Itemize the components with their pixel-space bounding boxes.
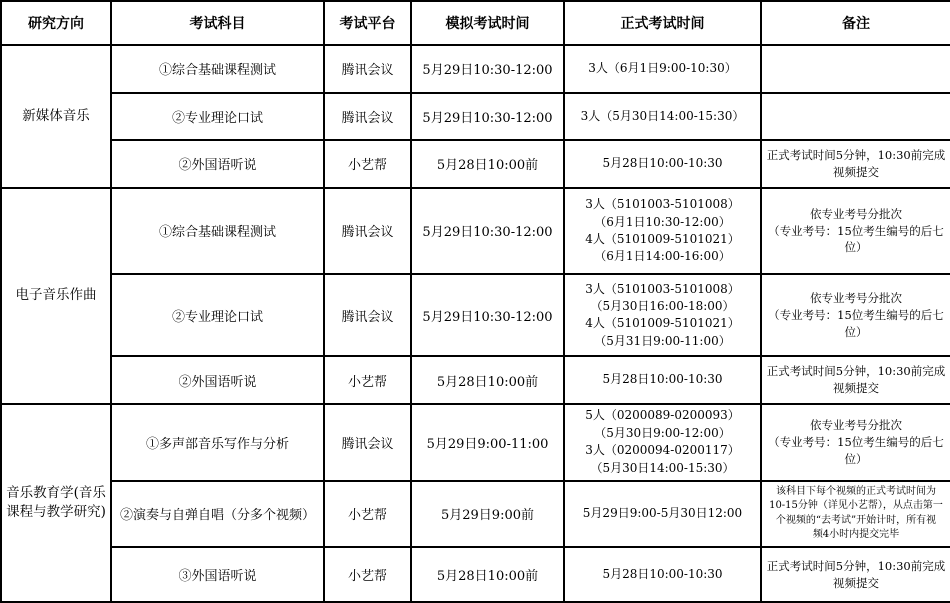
table-row: [1, 481, 950, 548]
platform-cell: 腾讯会议: [324, 93, 411, 141]
header-mock-time: 模拟考试时间: [411, 1, 564, 45]
platform-cell: 小艺帮: [324, 356, 411, 404]
note-cell: 正式考试时间5分钟，10:30前完成 视频提交: [761, 356, 950, 404]
subject-cell: ②专业理论口试: [111, 274, 324, 356]
research-direction-cell: 电子音乐作曲: [1, 188, 111, 404]
note-cell: 该科目下每个视频的正式考试时间为 10-15分钟（详见小艺帮），从点击第一 个视频的“去考试”开始计时，所有视 频4小时内提交完毕: [761, 481, 950, 548]
formal-time-cell: 5人（0200089-0200093） （5月30日9:00-12:00） 3人（0200094-0200117） （5月30日14:00-15:30）: [564, 404, 761, 481]
mock-time-cell: 5月28日10:00前: [411, 140, 564, 188]
note-cell: 正式考试时间5分钟，10:30前完成 视频提交: [761, 140, 950, 188]
note-cell: 依专业考号分批次 （专业考号：15位考生编号的后七 位）: [761, 274, 950, 356]
formal-time-cell: 5月28日10:00-10:30: [564, 356, 761, 404]
subject-cell: ①综合基础课程测试: [111, 188, 324, 275]
subject-cell: ③外国语听说: [111, 547, 324, 602]
table-row: [1, 140, 950, 188]
formal-time-cell: 5月29日9:00-5月30日12:00: [564, 481, 761, 548]
header-formal-time: 正式考试时间: [564, 1, 761, 45]
mock-time-cell: 5月29日9:00-11:00: [411, 404, 564, 481]
formal-time-cell: 3人（5101003-5101008） （6月1日10:30-12:00） 4人（5101009-5101021） （6月1日14:00-16:00）: [564, 188, 761, 275]
formal-time-cell: 3人（6月1日9:00-10:30）: [564, 45, 761, 93]
mock-time-cell: 5月28日10:00前: [411, 547, 564, 602]
subject-cell: ①综合基础课程测试: [111, 45, 324, 93]
table-row: [1, 93, 950, 141]
mock-time-cell: 5月28日10:00前: [411, 356, 564, 404]
formal-time-cell: 5月28日10:00-10:30: [564, 140, 761, 188]
platform-cell: 小艺帮: [324, 547, 411, 602]
platform-cell: 腾讯会议: [324, 404, 411, 481]
header-subject: 考试科目: [111, 1, 324, 45]
formal-time-cell: 3人（5月30日14:00-15:30）: [564, 93, 761, 141]
subject-cell: ②演奏与自弹自唱（分多个视频）: [111, 481, 324, 548]
subject-cell: ②专业理论口试: [111, 93, 324, 141]
table-row: [1, 404, 950, 481]
mock-time-cell: 5月29日10:30-12:00: [411, 188, 564, 275]
platform-cell: 腾讯会议: [324, 45, 411, 93]
formal-time-cell: 3人（5101003-5101008） （5月30日16:00-18:00） 4人（5101009-5101021） （5月31日9:00-11:00）: [564, 274, 761, 356]
research-direction-cell: 音乐教育学(音乐 课程与教学研究): [1, 404, 111, 602]
platform-cell: 腾讯会议: [324, 188, 411, 275]
mock-time-cell: 5月29日10:30-12:00: [411, 45, 564, 93]
mock-time-cell: 5月29日10:30-12:00: [411, 93, 564, 141]
subject-cell: ②外国语听说: [111, 356, 324, 404]
mock-time-cell: 5月29日10:30-12:00: [411, 274, 564, 356]
header-row: [1, 1, 950, 45]
note-cell: 依专业考号分批次 （专业考号：15位考生编号的后七 位）: [761, 404, 950, 481]
formal-time-cell: 5月28日10:00-10:30: [564, 547, 761, 602]
subject-cell: ①多声部音乐写作与分析: [111, 404, 324, 481]
note-cell: [761, 93, 950, 141]
table-row: [1, 547, 950, 602]
note-cell: 依专业考号分批次 （专业考号：15位考生编号的后七 位）: [761, 188, 950, 275]
note-cell: [761, 45, 950, 93]
platform-cell: 腾讯会议: [324, 274, 411, 356]
subject-cell: ②外国语听说: [111, 140, 324, 188]
header-direction: 研究方向: [1, 1, 111, 45]
table-row: [1, 274, 950, 356]
header-platform: 考试平台: [324, 1, 411, 45]
platform-cell: 小艺帮: [324, 140, 411, 188]
mock-time-cell: 5月29日9:00前: [411, 481, 564, 548]
research-direction-cell: 新媒体音乐: [1, 45, 111, 188]
platform-cell: 小艺帮: [324, 481, 411, 548]
table-row: [1, 45, 950, 93]
table-row: [1, 188, 950, 275]
note-cell: 正式考试时间5分钟，10:30前完成 视频提交: [761, 547, 950, 602]
table-row: [1, 356, 950, 404]
header-note: 备注: [761, 1, 950, 45]
